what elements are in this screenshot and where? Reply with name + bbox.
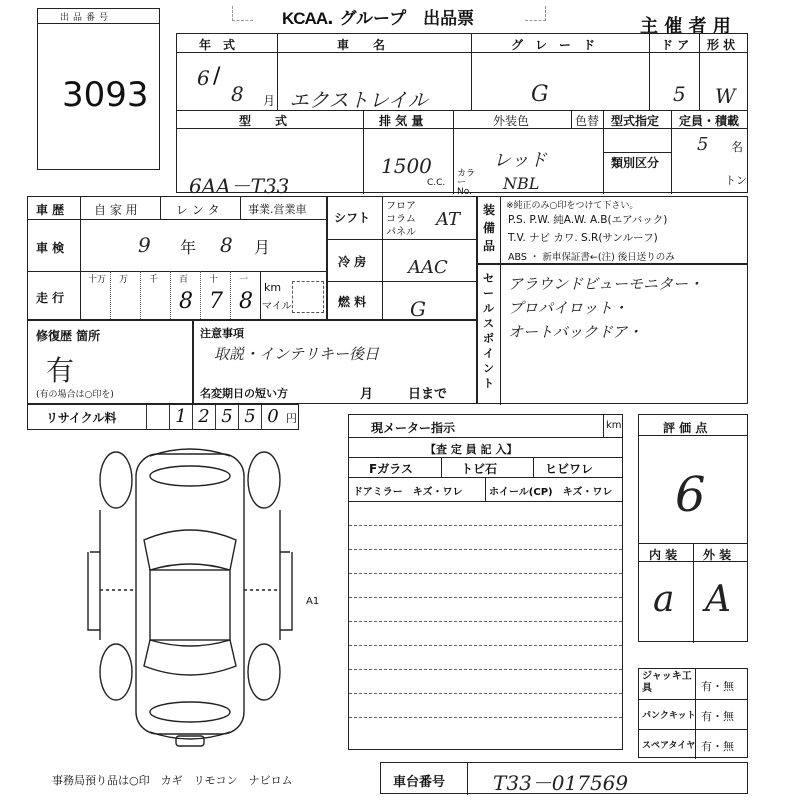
body-value: W: [715, 84, 736, 108]
repair-block: 修復歴 箇所 有 (有の場合は○印を): [27, 320, 193, 404]
mileage-digit-cell: [110, 271, 140, 321]
host-label: 主 催 者 用: [640, 16, 731, 37]
chassis-block: 車台番号 T33－017569: [380, 762, 748, 794]
capacity-value: 5: [697, 134, 709, 155]
mileage-digit-cell: [200, 271, 230, 321]
mileage-digit-cell: [140, 271, 170, 321]
type-value: 6AA－T33: [189, 174, 290, 198]
drive-block: シフト フロア コラム パネル AT 冷 房 AAC 燃 料 G: [327, 196, 477, 320]
history-label: 車 歴: [36, 203, 65, 217]
recycle-digit: 5: [238, 405, 261, 429]
lot-number-box: [37, 8, 160, 170]
mileage-digit-label: 一: [239, 275, 249, 285]
meter-block: 現メーター指示 km 【査 定 員 記 入】 Fガラス トビ石 ヒビワレ ドアミラー キズ・ワレ ホイール(CP) キズ・ワレ: [348, 414, 623, 750]
mileage-digits: [80, 271, 260, 321]
lot-number: 3093: [62, 75, 149, 115]
recycle-digit: 5: [215, 405, 238, 429]
year-value: 6: [197, 66, 210, 90]
mileage-digit-cell: [170, 271, 200, 321]
notes-block: 注意事項 取説・インテリキー後日 名変期日の短い方 月 日まで: [193, 320, 477, 404]
evaluation-score: 6: [675, 467, 706, 523]
displacement-value: 1500: [381, 154, 432, 178]
mileage-label: 走 行: [36, 291, 65, 305]
mileage-digit-cell: [230, 271, 260, 321]
doors-value: 5: [673, 82, 686, 106]
mileage-digit-label: 万: [119, 275, 129, 285]
mileage-digit: 7: [209, 289, 223, 314]
brand-logo: KCAA: [282, 9, 328, 28]
recycle-block: リサイクル料 1 2 5 5 0 円: [27, 404, 299, 430]
vehicle-info-block: 年 式 車 名 グ レ ー ド ド ア 形 状 6 / 8 月 エクストレイル G 5 W 型 式 排 気 量 外装色 色替 型式指定 類別区分 定員・積載 6AA－T33 1500 C.C. レッド カラー No. NBL 5 名 トン: [176, 33, 748, 193]
mileage-digit-label: 千: [149, 275, 159, 285]
mileage-digit-label: 十万: [88, 275, 107, 285]
recycle-digit: 0: [261, 405, 284, 429]
color-value: レッド: [493, 150, 547, 171]
registration-mark: [232, 6, 253, 21]
color-no-value: NBL: [503, 174, 540, 193]
footer-note: 事務局預り品は○印 カギ リモコン ナビロム: [52, 774, 293, 787]
tools-block: ジャッキ工具 有・無 パンクキット 有・無 スペアタイヤ 有・無: [638, 668, 748, 758]
sales-points-block: セールスポイント アラウンドビューモニター・ プロパイロット・ オートバックドア・: [477, 264, 748, 404]
mileage-digit-cell: [80, 271, 110, 321]
equipment-block: 装 備 品 ※純正のみ○印をつけて下さい。 P.S. P.W. 純A.W. A.B(エアバック) T.V. ナビ カワ. S.R(サンルーフ) ABS ・ 新車保証書←(注) 後日送りのみ: [477, 196, 748, 264]
sheet-title: KCAA. グループ 出品票: [282, 9, 475, 29]
model-name: エクストレイル: [289, 88, 428, 112]
mileage-digit-label: 百: [179, 275, 189, 285]
recycle-digit: 1: [169, 405, 192, 429]
recycle-digit: [146, 405, 169, 429]
car-damage-diagram: [60, 440, 320, 750]
month-value: 8: [231, 82, 244, 106]
evaluation-block: 評 価 点 6 内 装 外 装 a A: [638, 414, 748, 642]
lot-number-label: 出品番号: [60, 13, 113, 23]
inspection-label: 車 検: [36, 241, 65, 255]
recycle-digit: 2: [192, 405, 215, 429]
mileage-digit: 8: [179, 289, 193, 314]
mileage-digit: 8: [239, 289, 253, 314]
grade-value: G: [531, 82, 549, 107]
registration-mark: [525, 6, 546, 21]
chassis-number: T33－017569: [493, 771, 629, 795]
recycle-digits: [146, 405, 286, 429]
diagram-mark: A1: [306, 596, 320, 607]
history-block: 車 歴 自 家 用 レ ン タ 事業.営業車 車 検 9 年 8 月 走 行 十万 万 千 百 8 十 7 一 8 km マイル: [27, 196, 327, 320]
mileage-digit-label: 十: [209, 275, 219, 285]
